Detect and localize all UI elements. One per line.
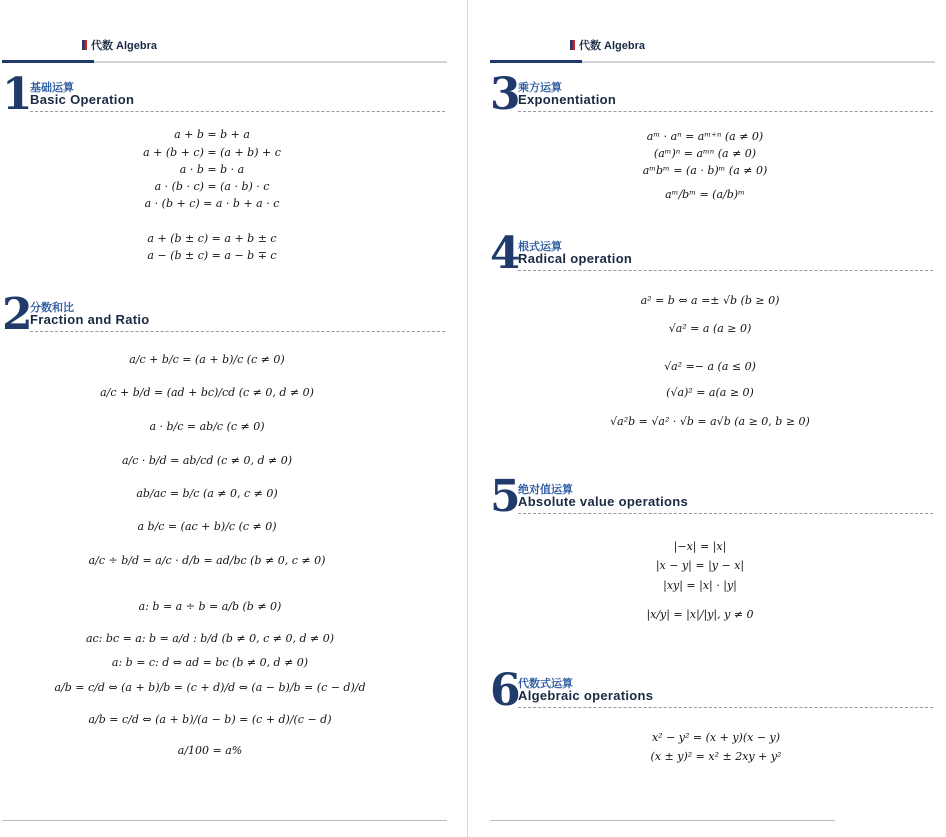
left-running-header xyxy=(82,37,157,53)
formula: a/b = c/d ⇔ (a + b)/(a − b) = (c + d)/(c − d) xyxy=(88,713,332,726)
formula: a/c + b/d = (ad + bc)/cd (c ≠ 0, d ≠ 0) xyxy=(100,386,314,399)
flag-icon xyxy=(82,40,87,50)
section-title-zh: 基础运算 xyxy=(30,82,74,94)
section-title-en: Absolute value operations xyxy=(518,494,689,509)
section-number: 6 xyxy=(490,665,521,716)
formula: a² = b ⇔ a =± √b (b ≥ 0) xyxy=(640,294,780,307)
section-title-zh: 乘方运算 xyxy=(518,82,562,94)
section-title-en: Radical operation xyxy=(518,251,633,266)
formula: a · b = b · a xyxy=(179,163,245,176)
section-number: 1 xyxy=(2,69,33,120)
formula: |xy| = |x| · |y| xyxy=(663,579,737,592)
formula: a · b/c = ab/c (c ≠ 0) xyxy=(149,420,265,433)
section-title-zh: 根式运算 xyxy=(518,241,562,253)
flag-icon xyxy=(570,40,575,50)
formula: a · (b + c) = a · b + a · c xyxy=(144,197,280,210)
right-page xyxy=(470,0,946,837)
section-number: 5 xyxy=(490,471,521,522)
formula: √a² =− a (a ≤ 0) xyxy=(664,360,756,373)
formula: (aᵐ)ⁿ = aᵐⁿ (a ≠ 0) xyxy=(653,147,757,160)
formula: a: b = c: d ⇔ ad = bc (b ≠ 0, d ≠ 0) xyxy=(111,656,309,669)
section-number: 4 xyxy=(490,228,521,279)
formula: a + (b ± c) = a + b ± c xyxy=(147,232,277,245)
right-running-header xyxy=(570,37,645,53)
header-rule-accent xyxy=(490,60,582,63)
formula: a + b = b + a xyxy=(174,128,250,141)
section-title-en: Exponentiation xyxy=(518,92,617,107)
section-title-zh: 绝对值运算 xyxy=(518,484,573,496)
formula: a: b = a ÷ b = a/b (b ≠ 0) xyxy=(138,600,282,613)
section-title-en: Fraction and Ratio xyxy=(30,312,150,327)
section-number: 3 xyxy=(490,69,521,120)
formula: a/100 = a% xyxy=(177,744,243,757)
formula: a/c ÷ b/d = a/c · d/b = ad/bc (b ≠ 0, c ≠ 0) xyxy=(88,554,326,567)
footer-rule xyxy=(490,820,835,821)
right-header-title: 代数 Algebra xyxy=(579,40,646,52)
formula: a − (b ± c) = a − b ∓ c xyxy=(147,249,277,262)
section-title-en: Basic Operation xyxy=(30,92,135,107)
section-divider xyxy=(30,331,445,332)
section-divider xyxy=(518,111,933,112)
section-number: 2 xyxy=(2,289,33,340)
left-page xyxy=(0,0,465,837)
formula: |x/y| = |x|/|y|, y ≠ 0 xyxy=(646,608,754,621)
formula: aᵐbᵐ = (a · b)ᵐ (a ≠ 0) xyxy=(642,164,768,177)
header-rule-accent xyxy=(2,60,94,63)
formula: a/c · b/d = ab/cd (c ≠ 0, d ≠ 0) xyxy=(121,454,293,467)
section-title-zh: 代数式运算 xyxy=(518,678,573,690)
formula: a + (b + c) = (a + b) + c xyxy=(143,146,281,159)
section-divider xyxy=(30,111,445,112)
formula: x² − y² = (x + y)(x − y) xyxy=(651,731,781,744)
formula: a b/c = (ac + b)/c (c ≠ 0) xyxy=(137,520,277,533)
section-title-zh: 分数和比 xyxy=(30,302,74,314)
section-divider xyxy=(518,707,933,708)
formula: a/b = c/d ⇔ (a + b)/b = (c + d)/d ⇔ (a − b)/b = (c − d)/d xyxy=(54,681,366,694)
formula: |−x| = |x| xyxy=(673,540,727,553)
section-title-en: Algebraic operations xyxy=(518,688,654,703)
footer-rule xyxy=(2,820,447,821)
section-divider xyxy=(518,270,933,271)
formula: aᵐ/bᵐ = (a/b)ᵐ xyxy=(665,188,745,201)
formula: (x ± y)² = x² ± 2xy + y² xyxy=(650,750,782,763)
formula: ab/ac = b/c (a ≠ 0, c ≠ 0) xyxy=(136,487,278,500)
page-spine xyxy=(467,0,468,837)
formula: √a² = a (a ≥ 0) xyxy=(668,322,752,335)
section-divider xyxy=(518,513,933,514)
left-header-title: 代数 Algebra xyxy=(91,40,158,52)
formula: √a²b = √a² · √b = a√b (a ≥ 0, b ≥ 0) xyxy=(610,415,810,428)
formula: |x − y| = |y − x| xyxy=(655,559,745,572)
formula: (√a)² = a(a ≥ 0) xyxy=(666,386,754,399)
formula: a/c + b/c = (a + b)/c (c ≠ 0) xyxy=(129,353,285,366)
formula: ac: bc = a: b = a/d : b/d (b ≠ 0, c ≠ 0, d ≠ 0) xyxy=(85,632,335,645)
formula: a · (b · c) = (a · b) · c xyxy=(154,180,270,193)
formula: aᵐ · aⁿ = aᵐ⁺ⁿ (a ≠ 0) xyxy=(646,130,764,143)
